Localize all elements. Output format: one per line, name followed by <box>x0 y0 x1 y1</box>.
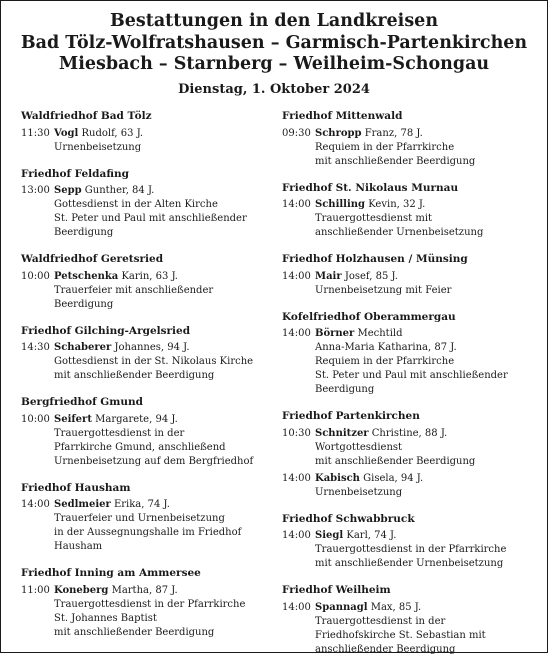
deceased-surname: Schropp <box>315 127 362 139</box>
burial-entry <box>282 427 544 469</box>
cemetery-section <box>282 409 544 500</box>
entry-header <box>282 472 544 486</box>
service-detail: Urnenbeisetzung <box>54 141 142 153</box>
cemetery-name: Friedhof Inning am Ammersee <box>21 567 201 579</box>
deceased-details: Gisela, 94 J. <box>363 472 424 484</box>
burial-entry <box>21 127 273 155</box>
cemetery-section <box>282 252 544 298</box>
deceased-details: Max, 85 J. <box>370 601 422 613</box>
burial-entry <box>21 584 273 640</box>
service-detail: Trauergottesdienst in der Pfarrkirche <box>54 598 246 610</box>
service-detail: mit anschließender Beerdigung <box>315 455 476 467</box>
deceased-surname: Seifert <box>54 413 92 425</box>
burial-time: 14:00 <box>282 472 311 484</box>
burial-entry <box>282 270 544 298</box>
title-line: Miesbach – Starnberg – Weilheim-Schongau <box>58 54 490 74</box>
burial-time: 10:00 <box>21 413 50 425</box>
entry-header <box>21 341 273 355</box>
deceased-details: Karin, 63 J. <box>121 270 178 282</box>
deceased-details: Rudolf, 63 J. <box>81 127 144 139</box>
entry-header <box>282 327 544 341</box>
burial-entry <box>21 341 273 383</box>
burial-time: 10:00 <box>21 270 50 282</box>
deceased-details: Christine, 88 J. <box>371 427 448 439</box>
service-detail: Wortgottesdienst <box>315 441 403 453</box>
deceased-details: Kevin, 32 J. <box>368 199 426 210</box>
cemetery-name: Kofelfriedhof Oberammergau <box>282 310 456 323</box>
entry-header <box>21 498 273 512</box>
entry-header <box>21 184 273 198</box>
burial-time: 13:00 <box>21 185 50 196</box>
cemetery-name: Friedhof Holzhausen / Münsing <box>282 253 468 265</box>
entry-header <box>282 127 544 141</box>
deceased-surname: Siegl <box>315 530 344 541</box>
burial-time: 14:00 <box>282 328 311 339</box>
service-detail: St. Johannes Baptist <box>54 612 157 624</box>
burial-time: 11:30 <box>21 127 50 139</box>
entry-header <box>282 270 544 284</box>
burial-time: 14:00 <box>21 499 50 510</box>
entry-header <box>21 413 273 427</box>
service-detail: Trauergottesdienst in der <box>315 615 446 627</box>
deceased-surname: Mair <box>315 270 342 282</box>
burial-entry <box>21 413 273 469</box>
left-column <box>21 109 273 652</box>
service-detail: Gottesdienst in der Alten Kirche <box>54 199 218 210</box>
service-detail: Beerdigung <box>54 227 114 238</box>
title-line: Bad Tölz-Wolfratshausen – Garmisch-Partenkirchen <box>20 32 528 53</box>
burial-entry <box>282 529 544 571</box>
service-detail: Trauerfeier und Urnenbeisetzung <box>54 513 225 524</box>
cemetery-name: Friedhof Feldafing <box>21 167 129 180</box>
cemetery-section <box>21 252 273 312</box>
entry-header <box>282 601 544 615</box>
cemetery-section <box>282 109 544 169</box>
cemetery-name: Friedhof Mittenwald <box>282 110 403 122</box>
deceased-surname: Börner <box>315 328 355 339</box>
burial-entry <box>21 270 273 312</box>
service-detail: Requiem in der Pfarrkirche <box>315 141 455 153</box>
cemetery-section <box>282 512 544 572</box>
burial-entry <box>282 601 544 657</box>
service-detail: Trauergottesdienst mit <box>315 213 433 224</box>
deceased-surname: Sedlmeier <box>54 499 111 510</box>
burial-time: 09:30 <box>282 127 311 139</box>
cemetery-section <box>21 167 273 241</box>
burial-time: 10:30 <box>282 427 311 439</box>
burial-time: 14:00 <box>282 199 311 210</box>
service-detail: anschließender Beerdigung <box>315 643 456 655</box>
deceased-surname: Sepp <box>54 185 82 196</box>
service-detail: Gottesdienst in der St. Nikolaus Kirche <box>54 356 254 367</box>
burial-entry <box>21 498 273 554</box>
service-detail: Requiem in der Pfarrkirche <box>315 356 455 367</box>
service-detail: Hausham <box>54 541 103 552</box>
deceased-surname: Schilling <box>315 199 366 210</box>
deceased-details: Erika, 74 J. <box>113 499 170 510</box>
entry-header <box>282 198 544 212</box>
burial-time: 14:00 <box>282 530 311 541</box>
cemetery-section <box>21 109 273 155</box>
cemetery-section <box>21 395 273 469</box>
cemetery-section <box>282 583 544 657</box>
service-detail: mit anschließender Urnenbeisetzung <box>315 558 504 569</box>
burial-entry <box>282 472 544 500</box>
service-detail: Trauergottesdienst in der Pfarrkirche <box>315 544 507 555</box>
service-detail: Friedhofskirche St. Sebastian mit <box>315 629 486 641</box>
deceased-details: Martha, 87 J. <box>111 584 178 596</box>
deceased-surname: Schnitzer <box>315 427 369 439</box>
deceased-surname: Petschenka <box>54 270 119 282</box>
burial-time: 14:30 <box>21 342 50 353</box>
service-detail: Trauergottesdienst in der <box>54 427 185 439</box>
right-column <box>282 109 544 669</box>
entry-header <box>21 584 273 598</box>
title-line: Bestattungen in den Landkreisen <box>109 11 439 31</box>
service-detail: in der Aussegnungshalle im Friedhof <box>54 527 242 538</box>
entry-header <box>282 529 544 543</box>
deceased-details: Josef, 85 J. <box>344 270 398 282</box>
date-line: Dienstag, 1. Oktober 2024 <box>178 81 370 97</box>
deceased-surname: Spannagl <box>315 601 368 613</box>
service-detail: St. Peter und Paul mit anschließender <box>54 213 247 224</box>
entry-header <box>21 270 273 284</box>
deceased-surname: Schaberer <box>54 342 112 353</box>
entry-header <box>21 127 273 141</box>
service-detail: Urnenbeisetzung <box>315 486 403 498</box>
deceased-details: Franz, 78 J. <box>364 127 423 139</box>
service-detail: Beerdigung <box>315 384 375 395</box>
cemetery-section <box>21 324 273 384</box>
deceased-details: Gunther, 84 J. <box>84 185 155 196</box>
cemetery-name: Friedhof Schwabbruck <box>282 512 415 525</box>
cemetery-name: Bergfriedhof Gmund <box>21 396 143 408</box>
deceased-details: Margarete, 94 J. <box>95 413 178 425</box>
deceased-surname: Koneberg <box>54 584 109 596</box>
burial-time: 14:00 <box>282 601 311 613</box>
cemetery-name: Friedhof Hausham <box>21 481 131 494</box>
service-detail: Beerdigung <box>54 298 114 310</box>
burial-entry <box>282 198 544 240</box>
service-detail: Anna-Maria Katharina, 87 J. <box>315 342 457 353</box>
cemetery-section <box>21 481 273 555</box>
cemetery-section <box>282 181 544 241</box>
cemetery-name: Waldfriedhof Geretsried <box>21 253 164 265</box>
service-detail: Pfarrkirche Gmund, anschließend <box>54 441 226 453</box>
deceased-details: Mechtild <box>357 328 403 339</box>
service-detail: mit anschließender Beerdigung <box>54 370 215 381</box>
service-detail: St. Peter und Paul mit anschließender <box>315 370 508 381</box>
cemetery-section <box>21 566 273 640</box>
deceased-surname: Kabisch <box>315 472 360 484</box>
cemetery-name: Friedhof Partenkirchen <box>282 410 420 422</box>
cemetery-name: Friedhof Gilching-Argelsried <box>21 324 191 337</box>
deceased-surname: Vogl <box>54 127 79 139</box>
burial-entry <box>282 127 544 169</box>
cemetery-name: Friedhof St. Nikolaus Murnau <box>282 181 459 194</box>
deceased-details: Johannes, 94 J. <box>114 342 190 353</box>
burial-entry <box>282 327 544 397</box>
service-detail: anschließender Urnenbeisetzung <box>315 227 484 238</box>
burial-time: 14:00 <box>282 270 311 282</box>
service-detail: Urnenbeisetzung auf dem Bergfriedhof <box>54 455 254 467</box>
service-detail: mit anschließender Beerdigung <box>315 155 476 167</box>
service-detail: Urnenbeisetzung mit Feier <box>315 284 452 296</box>
deceased-details: Karl, 74 J. <box>346 530 397 541</box>
cemetery-section <box>282 310 544 398</box>
burial-entry <box>21 184 273 240</box>
page-header <box>1 1 547 97</box>
service-detail: Trauerfeier mit anschließender <box>54 284 214 296</box>
burial-time: 11:00 <box>21 584 50 596</box>
cemetery-name: Friedhof Weilheim <box>282 584 391 596</box>
entry-header <box>282 427 544 441</box>
cemetery-name: Waldfriedhof Bad Tölz <box>21 110 152 122</box>
service-detail: mit anschließender Beerdigung <box>54 626 215 638</box>
